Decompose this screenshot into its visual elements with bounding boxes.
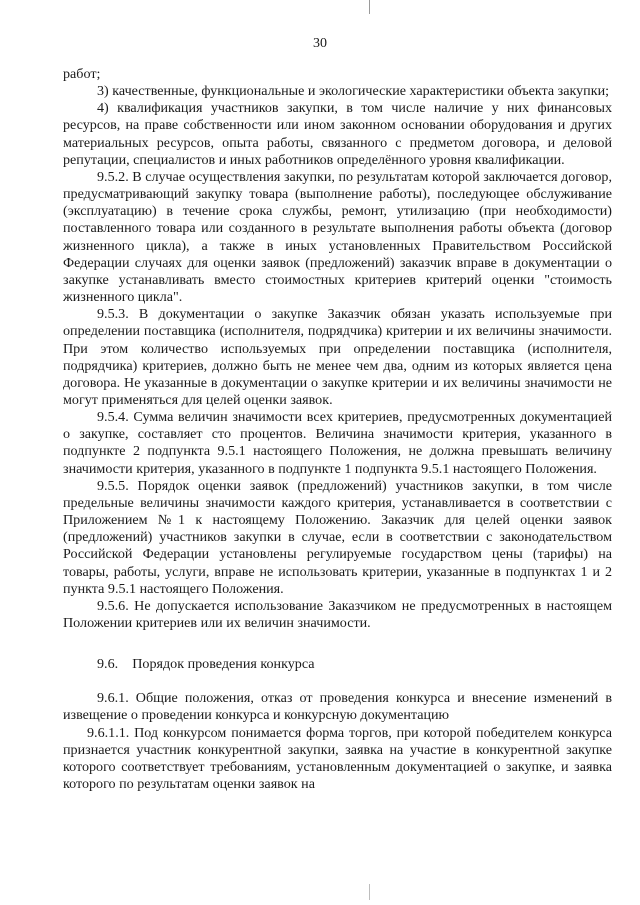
section-title: Порядок проведения конкурса	[132, 656, 315, 673]
paragraph-continuation: работ;	[63, 66, 101, 82]
clause-9-6-1-1: 9.6.1.1. Под конкурсом понимается форма торгов, при которой победителем конкурса признается участник конкурентной закупки, заявка на участие в конкурентной закупке которого соответствует требованиям, установленным документацией о закупке, и заявка которого по результатам оценки заявок на	[63, 724, 612, 793]
clause-9-5-3: 9.5.3. В документации о закупке Заказчик обязан указать используемые при определении поставщика (исполнителя, подрядчика) критерии и их величины значимости. При этом количество используемых при определении поставщика (исполнителя, подрядчика) критериев, должно быть не менее чем два, одним из которых является цена договора. Не указанные в документации о закупке критерии и их величины значимости не могут применяться для целей оценки заявок.	[63, 306, 612, 408]
list-item-3: 3) качественные, функциональные и экологические характеристики объекта закупки;	[97, 83, 610, 100]
list-item-4: 4) квалификация участников закупки, в том числе наличие у них финансовых ресурсов, на праве собственности или ином законном основании оборудования и других материальных ресурсов, опыта работы, связанного с предметом договора, и деловой репутации, специалистов и иных работников определённого уровня квалификации.	[63, 100, 612, 168]
page-number: 30	[313, 36, 327, 51]
clause-9-5-4: 9.5.4. Сумма величин значимости всех критериев, предусмотренных документацией о закупке, составляет сто процентов. Величина значимости критерия, указанного в подпункте 2 подпункта 9.5.1 настоящего Положения, не должна превышать величину значимости критерия, указанного в подпункте 1 подпункта 9.5.1 настоящего Положения.	[63, 409, 612, 477]
clause-9-6-1: 9.6.1. Общие положения, отказ от проведения конкурса и внесение изменений в извещение о проведении конкурса и конкурсную документацию	[63, 690, 612, 724]
scan-artifact-top	[369, 0, 370, 14]
clause-9-5-2: 9.5.2. В случае осуществления закупки, по результатам которой заключается договор, предусматривающий закупку товара (выполнение работы), последующее обслуживание (эксплуатацию) в течение срока службы, ремонт, утилизацию (при необходимости) поставленного товара или созданного в результате выполнения работы объекта (договор жизненного цикла), а также в иных установленных Правительством Российской Федерации случаях для оценки заявок (предложений) заказчик вправе в документации о закупке устанавливать вместо стоимостных критериев критерий оценки "стоимость жизненного цикла".	[63, 168, 612, 306]
section-number: 9.6.	[97, 656, 119, 673]
clause-9-5-5: 9.5.5. Порядок оценки заявок (предложений) участников закупки, в том числе предельные величины значимости каждого критерия, устанавливается в соответствии с Приложением №1 к настоящему Положению. Заказчик для целей оценки заявок (предложений) участников закупки в случае, если в соответствии с законодательством Российской Федерации установлены регулируемые государством цены (тарифы) на товары, работы, услуги, вправе не использовать критерии, указанные в подпунктах 1 и 2 пункта 9.5.1 настоящего Положения.	[63, 477, 612, 597]
scan-artifact-bottom	[369, 884, 370, 900]
section-heading	[63, 656, 612, 673]
document-body	[63, 66, 612, 793]
clause-9-5-6: 9.5.6. Не допускается использование Заказчиком не предусмотренных в настоящем Положении критериев или их величин значимости.	[63, 597, 612, 631]
